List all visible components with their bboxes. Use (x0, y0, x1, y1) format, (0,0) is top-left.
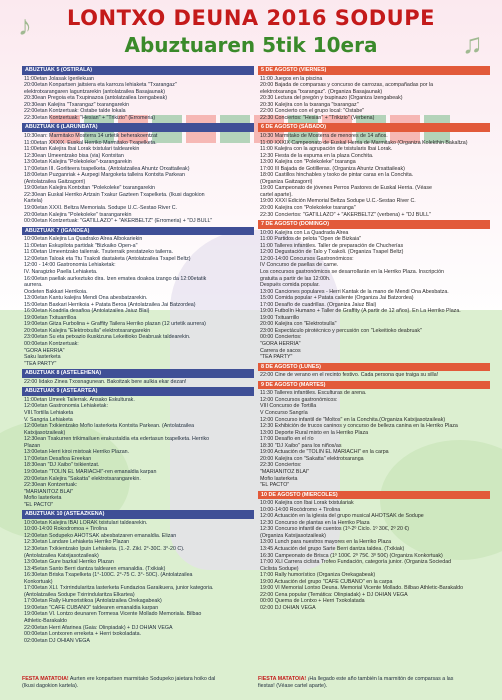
event-item: Plazan (24, 442, 41, 449)
event-item: 12:30 Exhibición de trucos caninos y concurso de belleza canina en la Herriko Plaza (260, 423, 458, 430)
event-item: 11:00 Partidos de pelota "Open de Bizkaia" (260, 236, 362, 243)
event-item: 12:30 Concurso infantil de cuentos (1º-2º Ciclo. 1º 30€, 2º 20 €) (260, 526, 410, 533)
event-item: 12:00 Concurso infantil de "Moltos" en la Conchita.(Organiza Katxijasotzaileak) (260, 416, 446, 423)
event-item: 12:00 - 14:00 Gastronomia Lehiaketak: (24, 262, 116, 269)
event-item: Después comida popular. (260, 282, 320, 289)
event-item: elektrotxaranga "txarangaz". (Organiza Basajaunak) (260, 88, 383, 95)
event-item: Los concursos gastronómicos se desarrollarán en la Herriko Plaza. Inscripción (260, 269, 445, 275)
event-item: 13:45etan Santo Berri dantza taldearen emanaldia. (Txikiak) (24, 565, 166, 572)
event-item: 16:30 Campeonato de Brisca (1º 100€. 2º 75€. 3º 50€) (Organiza Konkortuak) (260, 552, 443, 559)
day-block (22, 369, 254, 385)
event-item: cartel aparte). (260, 191, 293, 198)
event-item: Mofio lasterketa (24, 495, 62, 502)
event-item: (Antolatzailea Gaitzagorri) (24, 178, 86, 185)
event-item: 12:30ean Umeentzako bisa (via) Kontxitan (24, 152, 124, 159)
event-item: 10:30ean: Marmitako Mosterra 14 urtetik beherakoentzat (24, 133, 158, 140)
event-item: 00:00 Conciertos: (260, 334, 302, 341)
event-item: elektrotxarangaren laguntzarekin (antolatzailea Basajaunak) (24, 88, 166, 95)
event-item: 11:30 Talleres infantiles. Esculturas de arena. (260, 390, 367, 397)
event-item: 22:00 Iidako Zinea Txosnagunean. Bakoitzak bere aulkia ekar dezan! (24, 378, 187, 385)
event-item: 13:45 Actuación del grupo Sarte Berri dantza taldea. (Txikiak) (260, 546, 405, 553)
event-item: VIII.Tortilla Lehiaketa (24, 410, 74, 417)
poster-title: LONTXO DEUNA 2016 SODUPE (67, 6, 435, 30)
event-item: Carrera de sacos (260, 347, 301, 354)
event-item: "TEA PARTY" (24, 360, 57, 367)
event-item: 20:30ean Pregoia eta Txupinazoa (antolatzailea Izengabeak) (24, 95, 168, 102)
event-item: 19:00 Txituarrillo (260, 314, 300, 321)
event-list (22, 236, 254, 367)
event-item: 20:30 Lectura del pregón y txupinazo (Organiza Izengabeak) (260, 95, 403, 102)
event-item: 00:00etan Lontxoren erreketa + Herri txokoladata. (24, 631, 142, 638)
event-item: 17:00etan Rally Humoristikoa (Antolatzailea Orekagabeak) (24, 598, 162, 605)
event-item: 12:00 Concursos gastronómicos: (260, 396, 338, 403)
event-item: 22:30 Conciertos: (260, 462, 302, 469)
event-item: 22:00etan Kontzertuak: Ostabe talde lokala (24, 108, 126, 115)
event-item: 00:00etan Kontzertuak: (24, 341, 79, 348)
event-item: 19:00etan "CAFÉ CUBANO" taldearen emanaldia karpan (24, 604, 159, 611)
event-item: 23:00 Espectáculo pirotécnico y percusión con "Lekeitioko deabruak" (260, 327, 422, 334)
day-block (258, 66, 490, 121)
event-item: Oodeten Bakkari Herrikoia. (24, 288, 88, 295)
event-item: 17:00etan XLI. Txirrindularitza lasterketa Fundazioa Garaikuera, junior kategoria. (24, 585, 214, 592)
event-list (258, 230, 490, 361)
event-item: Ciclista Sodupe) (260, 565, 299, 572)
event-item: Konkortuak) (24, 578, 53, 585)
day-header: 6 DE AGOSTO (SÁBADO) (258, 123, 490, 132)
event-item: Saku lasterketa (24, 354, 61, 361)
event-item: 13:00etan Gure bazkal Herriko Plazan (24, 559, 114, 566)
event-item: 12:00 Degustación de Talo y Txakoli. (Organiza Txapel Beltz) (260, 249, 404, 256)
event-item: 19:00etan "TOLIN EL MARIACHI"-ren emanaldia karpan (24, 468, 157, 475)
event-item: 19:00 Campeonato de jóvenes Perros Pastores de Euskal Herria. (Véase (260, 185, 432, 192)
event-item: (Organiza Gaitzagorri) (260, 178, 313, 185)
event-item: 19:00 Actuación de "TOLIN EL MARIACHI" en la carpa (260, 449, 389, 456)
event-item: "EL PACTO" (24, 501, 54, 508)
event-item: 20:30ean Kalejira "Txarangaz" txarangarekin (24, 101, 130, 108)
event-list (258, 500, 490, 611)
event-item: IV Concurso de paellas de carne. (260, 262, 339, 269)
day-header: ABUZTUAK 6 (LARUNBATA) (22, 123, 254, 132)
event-item: 19:00 Actuación del grupo "CAFÉ CUBANO" en la carpa (260, 578, 393, 585)
event-item: 11:00 Juegos en la piscina (260, 75, 323, 82)
event-item: V Concurso Sangría (260, 410, 308, 417)
event-item: 17:00 Rally humorístico (Organiza Orekagabeak) (260, 572, 376, 579)
event-item: Kartela) (24, 198, 43, 205)
event-list (22, 379, 254, 386)
event-item: 18:30 "DJ Xaibo" para los niños/as (260, 442, 342, 449)
event-item: 22:30ean Euskal Herriko Artzain Txakur Gazteen Txapelketa. (Ikusi dagokion (24, 191, 205, 198)
event-item: 11:00etan Eskupilota partidak "Bizkaiko Open-a" (24, 242, 138, 249)
event-item: 11:00 XXXIX Campeonato de Euskal Herria de Marmitako (Organiza Kolekthin Bakaltza) (260, 139, 468, 146)
event-item: 10:00 Kalejira con La Quadrada Alrea (260, 229, 349, 236)
event-item: 12:00etan Sodupeko AHOTSAK abesbatzaren emanaldia. Elizan (24, 532, 177, 539)
event-list (258, 372, 490, 379)
event-item: 11:00 Talleres infantiles. Taller de preparación de Chucherías (260, 242, 404, 249)
event-item: 15:00 Comida popular + Patata caliente (Organiza Jai Batzordea) (260, 295, 414, 302)
day-header: 5 DE AGOSTO (VIERNES) (258, 66, 490, 75)
event-item: 22:30etan Kontzertuak: "Hesian" + "Trikizio" (Erromeria) (24, 114, 156, 121)
day-header: ABUZTUAK 9 (ASTEARTEA) (22, 387, 254, 396)
event-item: 10:30 Marmitako de Mosterra de menores de 14 años. (260, 133, 388, 140)
footer-note-basque (22, 676, 254, 689)
event-item: 12:00 Actuación en la iglesia del grupo musical AHOTSAK de Sodupe (260, 513, 424, 520)
event-list (258, 390, 490, 488)
event-item: "MARIANITOZ BLAI" (24, 488, 74, 495)
event-item: 18:00 Castillos hinchables y txoko de pintar caras en la Conchita. (260, 172, 414, 179)
spanish-program-column (258, 66, 490, 613)
day-header: ABUZTUAK 7 (IGANDEA) (22, 227, 254, 236)
event-item: 13:00 Kalejira con "Polekoleke" txaranga (260, 159, 356, 166)
footer-note-spanish (258, 676, 490, 689)
event-item: 16:00etan Koadrila desafioa (Antolatzailea Jaiuz Blai) (24, 308, 150, 315)
event-item: 15:00etan Baxkari Herrikoia + Patata Beroa (Antolatzailea Jai Batzordea) (24, 301, 196, 308)
day-block (258, 491, 490, 612)
event-item: 17:00etan Desafioa Ereekan (24, 455, 92, 462)
event-item: 12:30 Fiesta de la espuma en la plaza Conchita. (260, 152, 374, 159)
event-item: 22:30ean Kontzertuak: (24, 482, 78, 489)
event-item: 02:00etan DJ OHIAN VEGA (24, 637, 90, 644)
event-item: 13:00etan Kalejira "Polekoleke"-txarangarekin (24, 159, 132, 166)
event-item: 11:00etan Jolasak Igerilekuan (24, 75, 94, 82)
footer-text: ¡Ha llegado este año también la marmitón de comparsas a las (307, 676, 454, 682)
event-item: 22:00etan Herri Afarinea (Gaia: Olinpiadak) + DJ OHIAN VEGA (24, 624, 173, 631)
event-item: 10:00etan Kalejira IBAI LORAK txistulari taldearekin. (24, 519, 148, 526)
event-item: 16:30etan Briska Txapelketa (1°-100C. 2°-75 C. 3°- 50C). (Antolatzailea (24, 572, 193, 579)
event-item: (Organiza Katxijasotzaileak) (260, 532, 326, 539)
day-block (258, 220, 490, 361)
music-note-icon: ♫ (462, 28, 483, 59)
event-item: 12:30ean Txakurren trikimailuen erakustaldia eta edertasun txapelketa. Herriko (24, 436, 210, 443)
event-item: 19:00 VI Memorial Lontxo Deuna. Memorial Vicente Mollado. Bilbao Athletic-Barakaldo (260, 585, 464, 592)
event-item: 10:00-14:00 Rokodromoa + Tirolina (24, 526, 108, 533)
event-item: 13:00 Deporte Rural mixto en la Herriko Plaza (260, 429, 369, 436)
event-item: 11:00 Kalejira con la agrupación de txistularis Ibai Lorak. (260, 146, 393, 153)
event-item: 20:30 Kalejira con la txaranga "txarangaz" (260, 101, 359, 108)
day-header: 8 DE AGOSTO (LUNES) (258, 363, 490, 372)
day-header: ABUZTUAK 5 (OSTIRALA) (22, 66, 254, 75)
event-item: "EL PACTO" (260, 482, 290, 489)
event-item: 19:00etan XXXI. Beltza Memoriala. Sodupe U.C.-Sestao River C. (24, 205, 178, 212)
event-list (22, 133, 254, 225)
event-item: 00:00etan Kontzertuak: "GATILLAZO" + "AKERBELTZ" (Erromeria) + "DJ BULL" (24, 218, 213, 225)
event-item: 18:30ean "DJ Xaibo" txikientzat. (24, 462, 100, 469)
poster-subtitle: Abuztuaren 5tik 10era (124, 33, 378, 57)
event-item: 17:00etan III. Gorliteera txapelketa. (Antolatzailea Ahuntz Orxattaileak) (24, 165, 190, 172)
event-item: 20:00 Kalejira con "Polekoleke txaranga" (260, 205, 356, 212)
event-item: Katxijasotzaileak) (24, 429, 66, 436)
event-item: "GORA HERRIA" (260, 341, 301, 348)
event-item: 20:00etan Kalejira "Sakatta" elektrotxarangarekin. (24, 475, 141, 482)
event-item: 22:00 Cine de verano en el recinto festivo. Cada persona que traiga su silla! (260, 372, 439, 379)
event-list (22, 520, 254, 644)
footer-text: fiestas! (Véase cartel aparte). (258, 682, 328, 689)
footer-label: FESTA MATATOIA! (22, 676, 69, 682)
event-item: 23:00etan Su eta petxazio ikuskizuna Lekeitioko Deabruak taldearekin. (24, 334, 191, 341)
event-item: 13:00etan Herri kiroi mixtoak Herriko Plazan. (24, 449, 130, 456)
basque-program-column (22, 66, 254, 646)
event-item: 11:00etan XXXIX. Euskal Herriko Marmitako Txapelketa. (24, 139, 157, 146)
footer-text: (Ikusi dagokion kartela). (22, 682, 79, 689)
event-item: 10:00etan Kalejira La Quadrako Alrea Albokariekin (24, 236, 143, 243)
event-item: 12:00etan Txikientzako Mofio lasterketa Kontxita Parkean. (Antolatzailea (24, 423, 195, 430)
event-item: 19:00etan Gitza Furbolina + Graffity Tailera Herriko plazan (12 urtetik aurrera) (24, 321, 206, 328)
day-block (22, 510, 254, 644)
music-note-icon: ♪ (18, 10, 32, 41)
day-block (258, 363, 490, 379)
footer-label: FIESTA MATATOIA! (258, 676, 307, 682)
event-item: 12:30etan Txikientzako Ipuin Lehiaketa. (1.-2. Zikl. 2°-30C. 3°-20 C). (24, 546, 185, 553)
event-item: 22:00 Cena popular (Temática: Olinpiadak) + DJ OHIAN VEGA (260, 591, 408, 598)
event-item: 13:00etan Kantu kalejira Mendi Ona abesbatzarekin. (24, 295, 148, 302)
event-item: 19:00 XXXI Edición Memorial Beltza Sodupe U.C.-Sestao River C. (260, 198, 416, 205)
event-item: IV. Naragizko Paella Lehiaketa. (24, 269, 98, 275)
event-item: 20:00etan Kalejira "Elektrotxulla" elektrotxarangarekin (24, 327, 151, 334)
event-item: 13:00 Canciones populares - Herri Kantak de la mano de Mendi Ona Abesbatza. (260, 288, 449, 295)
event-list (22, 76, 254, 122)
day-header: ABUZTUAK 8 (ASTELEHENA) (22, 369, 254, 378)
event-item: V. Sangria Lehiaketa (24, 416, 73, 423)
event-list (22, 397, 254, 508)
event-item: aurrera. (24, 282, 43, 289)
event-item: (Antolatzailea Katxijasotzaileak) (24, 552, 99, 559)
event-item: 12:00etan Gastronomia Lehiaketak: (24, 403, 108, 410)
day-block (22, 66, 254, 121)
event-item: gratuita a partir de las 12:00h. (260, 275, 331, 282)
event-item: 19:00 Futbolín Humano + Taller de Graffity (A partir de 12 años). En La Herriko Plaza. (260, 308, 461, 315)
event-item: 18:00etan Puzganriak + Aurpegi Margoketa talleira Kontxita Parkean (24, 172, 185, 179)
day-block (258, 381, 490, 489)
event-item: "MARIANITOZ BLAI" (260, 468, 310, 475)
day-block (22, 227, 254, 368)
event-item: 22:00 Concierto con el grupo local: "Ostabe" (260, 108, 365, 115)
event-item: 22:30 Conciertos: "GATILLAZO" + "AKERBELTZ" (verbena) + "DJ BULL" (260, 211, 431, 218)
event-item: 11:00etan Umeek Tailerrak. Ansako Eskulturak. (24, 396, 135, 403)
day-block (258, 123, 490, 218)
event-item: 11:00etan Kalejira Ibai Lorak txistulari taldearekin (24, 146, 140, 153)
event-item: 20:00 Kalejira con "Elektrotxulla" (260, 321, 337, 328)
day-header: 9 DE AGOSTO (MARTES) (258, 381, 490, 390)
event-item: 20:00 Bajada de comparsas y concurso de carrozas, acompañadas por la (260, 82, 434, 89)
day-header: ABUZTUAK 10 (ASTEAZKENA) (22, 510, 254, 519)
event-item: 11:00etan Umeentzako tailerrak. Txuterraik prestatzeko tailerra. (24, 249, 174, 256)
event-item: 17:00 Desafío en el río (260, 436, 314, 443)
event-item: Athletic-Barakaldo (24, 618, 67, 625)
event-item: 12:30 Concurso de plantas en la Herriko Plaza (260, 519, 370, 526)
event-item: 02:00 DJ OHIAN VEGA (260, 604, 316, 611)
event-item: 17:00 XLI Carrera ciclista Trofeo Fundación, categoría junior. (Organiza Sociedad (260, 559, 452, 566)
event-item: 12:30etan Landare Lehiaketa Herriko Plazan (24, 539, 130, 546)
footer-text: Aurten ere konpartsen marmitako Sodupeko jaietara hoiko dal (69, 676, 216, 682)
event-item: 17:00 Desafío de cuadrillas. (Organiza Jaiuz Blai) (260, 301, 377, 308)
event-list (258, 133, 490, 218)
event-item: 19:00etan Txituarrilloa (24, 314, 77, 321)
event-item: 10:00 Kalejira con Ibai Lorak txistulariak (260, 500, 354, 507)
day-block (22, 123, 254, 224)
event-item: 19:00etan Kalejira Kontxitan "Polekoleke" txarangarekin (24, 185, 155, 192)
event-item: 12:00-14:00 Concursos Gastronómicos: (260, 255, 354, 262)
event-item: 10:00-14:00 Rocódromo + Tirolina (260, 506, 341, 513)
event-item: 17:00 III Bajada de Gotillleras. (Organiza Ahuntz Orxattaileak) (260, 165, 405, 172)
event-item: "GORA HERRIA" (24, 347, 65, 354)
event-item: 19:00etan VI. Lontzo deunaren Tormesa Vicente Mollado Memoriala. Bilbao (24, 611, 202, 618)
day-block (22, 387, 254, 508)
day-header: 7 DE AGOSTO (DOMINGO) (258, 220, 490, 229)
event-item: 20:00etan Konpartsen jaitsiera eta karroza lehiaketa "Txarangaz" (24, 82, 177, 89)
event-item: 13:00 Lunch para nuestros mayores en la Herriko Plaza (260, 539, 392, 546)
event-item: 16:00etan paellak aurkeztuko dira. Izen ematea doakoa izango da 12:00etatik (24, 275, 207, 282)
event-item: 00:00 Quema de Lontxo + Herri Txokolatada (260, 598, 365, 605)
event-item: 20:00etan Kalejira "Polekoleke" txarangarekin (24, 211, 132, 218)
event-item: 22:30 Conciertos: "Hesian" + "Trikizio" (Verbena) (260, 114, 375, 121)
event-item: "TEA PARTY" (260, 354, 293, 361)
event-item: VIII Concurso de Tortilla (260, 403, 317, 410)
event-item: Mofio lasterketa (260, 475, 298, 482)
event-list (258, 76, 490, 122)
event-item: 12:00etan Taloak eta Ttu Txakoli dastaketa (Antolatzailea Txapel Beltz) (24, 255, 191, 262)
day-header: 10 DE AGOSTO (MIERCOLES) (258, 491, 490, 500)
event-item: 20:00 Kalejira con "Sakatta" elektrotxaranga (260, 455, 364, 462)
event-item: (Antolatzailea Sodupe Txirrindularitza Elkartea) (24, 591, 135, 598)
